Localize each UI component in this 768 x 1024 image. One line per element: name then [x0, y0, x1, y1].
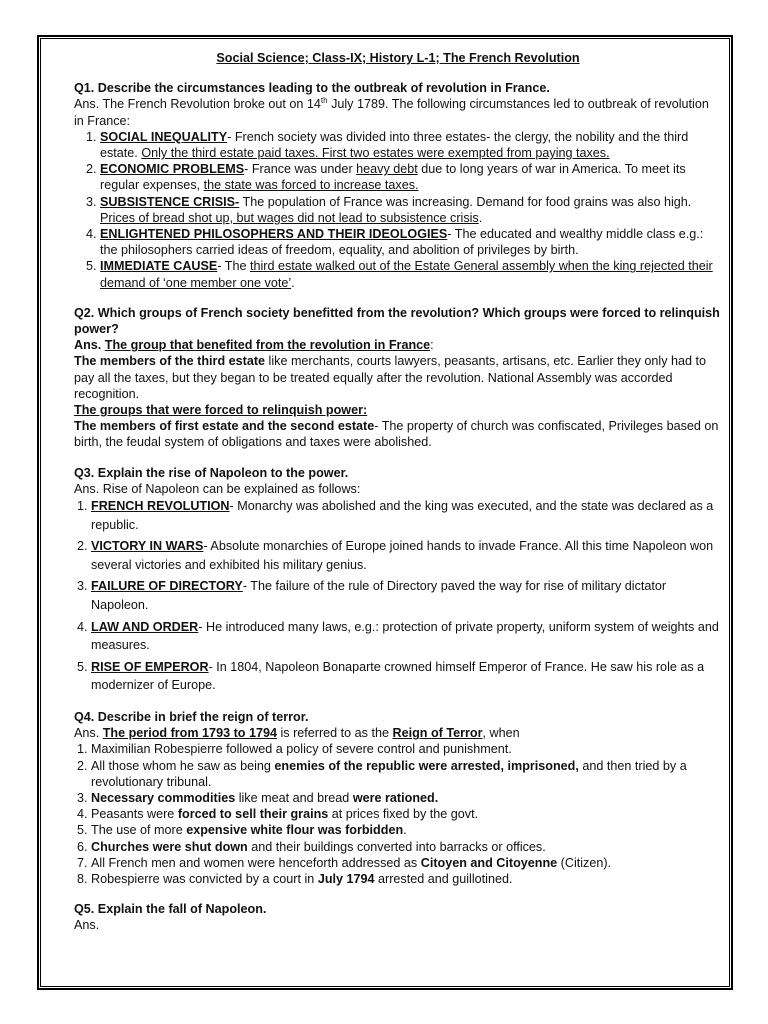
question-4: Q4. Describe in brief the reign of terror. — [74, 710, 309, 725]
list-item: 5. RISE OF EMPEROR- In 1804, Napoleon Bonaparte crowned himself Emperor of France. He saw his role as a modernizer of Europe. — [91, 658, 722, 695]
answer-3-list — [74, 497, 722, 695]
list-item: 5. IMMEDIATE CAUSE- The third estate walked out of the Estate General assembly when the king rejected their demand of ‘one member one vote’. — [100, 258, 722, 290]
list-item: 4. ENLIGHTENED PHILOSOPHERS AND THEIR IDEOLOGIES- The educated and wealthy middle class e.g.: the philosophers carried ideas of freedom, equality, and abolition of privileges by birth. — [100, 226, 722, 258]
list-item: 3. FAILURE OF DIRECTORY- The failure of the rule of Directory paved the way for rise of military dictator Napoleon. — [91, 577, 722, 614]
question-5: Q5. Explain the fall of Napoleon. — [74, 902, 267, 917]
answer-1-intro: Ans. The French Revolution broke out on 14th July 1789. The following circumstances led to outbreak of revolution in France: — [74, 96, 709, 128]
answer-4-intro: Ans. The period from 1793 to 1794 is referred to as the Reign of Terror, when — [74, 726, 520, 741]
worksheet-content — [74, 50, 722, 934]
list-item: 2. ECONOMIC PROBLEMS- France was under heavy debt due to long years of war in America. To meet its regular expenses, the state was forced to increase taxes. — [100, 161, 722, 193]
list-item: 4. LAW AND ORDER- He introduced many laws, e.g.: protection of private property, uniform system of weights and measures. — [91, 618, 722, 655]
list-item: 6. Churches were shut down and their buildings converted into barracks or offices. — [91, 839, 722, 855]
answer-2-heading: Ans. The group that benefited from the revolution in France: — [74, 338, 434, 353]
list-item: 5. The use of more expensive white flour was forbidden. — [91, 822, 722, 838]
answer-1-list — [74, 129, 722, 291]
question-2: Q2. Which groups of French society benefitted from the revolution? Which groups were forced to relinquish power? — [74, 305, 720, 337]
question-1: Q1. Describe the circumstances leading to the outbreak of revolution in France. — [74, 81, 550, 96]
answer-2-subheading: The groups that were forced to relinquish power: — [74, 403, 368, 418]
list-item: 2. All those whom he saw as being enemies of the republic were arrested, imprisoned, and then tried by a revolutionary tribunal. — [91, 758, 722, 790]
list-item: 1. SOCIAL INEQUALITY- French society was divided into three estates- the clergy, the nobility and the third estate. Only the third estate paid taxes. First two estates were exempted from paying taxes. — [100, 129, 722, 161]
answer-3-intro: Ans. Rise of Napoleon can be explained as follows: — [74, 481, 361, 496]
answer-2-paragraph-2: The members of first estate and the second estate- The property of church was confiscated, Privileges based on birth, the feudal system of obligations and taxes were abolished. — [74, 419, 719, 450]
list-item: 4. Peasants were forced to sell their grains at prices fixed by the govt. — [91, 806, 722, 822]
list-item: 2. VICTORY IN WARS- Absolute monarchies of Europe joined hands to invade France. All this time Napoleon won several victories and exhibited his military genius. — [91, 537, 722, 574]
answer-2-paragraph-1: The members of the third estate like merchants, courts lawyers, peasants, artisans, etc. Earlier they only had to pay all the taxes, but they began to be treated equally after the revolution. National Assembly was accorded recognition. — [74, 354, 707, 401]
list-item: 8. Robespierre was convicted by a court in July 1794 arrested and guillotined. — [91, 871, 722, 887]
list-item: 3. SUBSISTENCE CRISIS- The population of France was increasing. Demand for food grains was also high. Prices of bread shot up, but wages did not lead to subsistence crisis. — [100, 194, 722, 226]
page-title: Social Science; Class-IX; History L-1; The French Revolution — [216, 51, 580, 65]
list-item: 7. All French men and women were henceforth addressed as Citoyen and Citoyenne (Citizen). — [91, 855, 722, 871]
answer-4-list — [74, 741, 722, 887]
list-item: 1. Maximilian Robespierre followed a policy of severe control and punishment. — [91, 741, 722, 757]
question-3: Q3. Explain the rise of Napoleon to the power. — [74, 465, 349, 480]
list-item: 1. FRENCH REVOLUTION- Monarchy was abolished and the king was executed, and the state was declared as a republic. — [91, 497, 722, 534]
answer-5: Ans. — [74, 918, 100, 933]
list-item: 3. Necessary commodities like meat and bread were rationed. — [91, 790, 722, 806]
